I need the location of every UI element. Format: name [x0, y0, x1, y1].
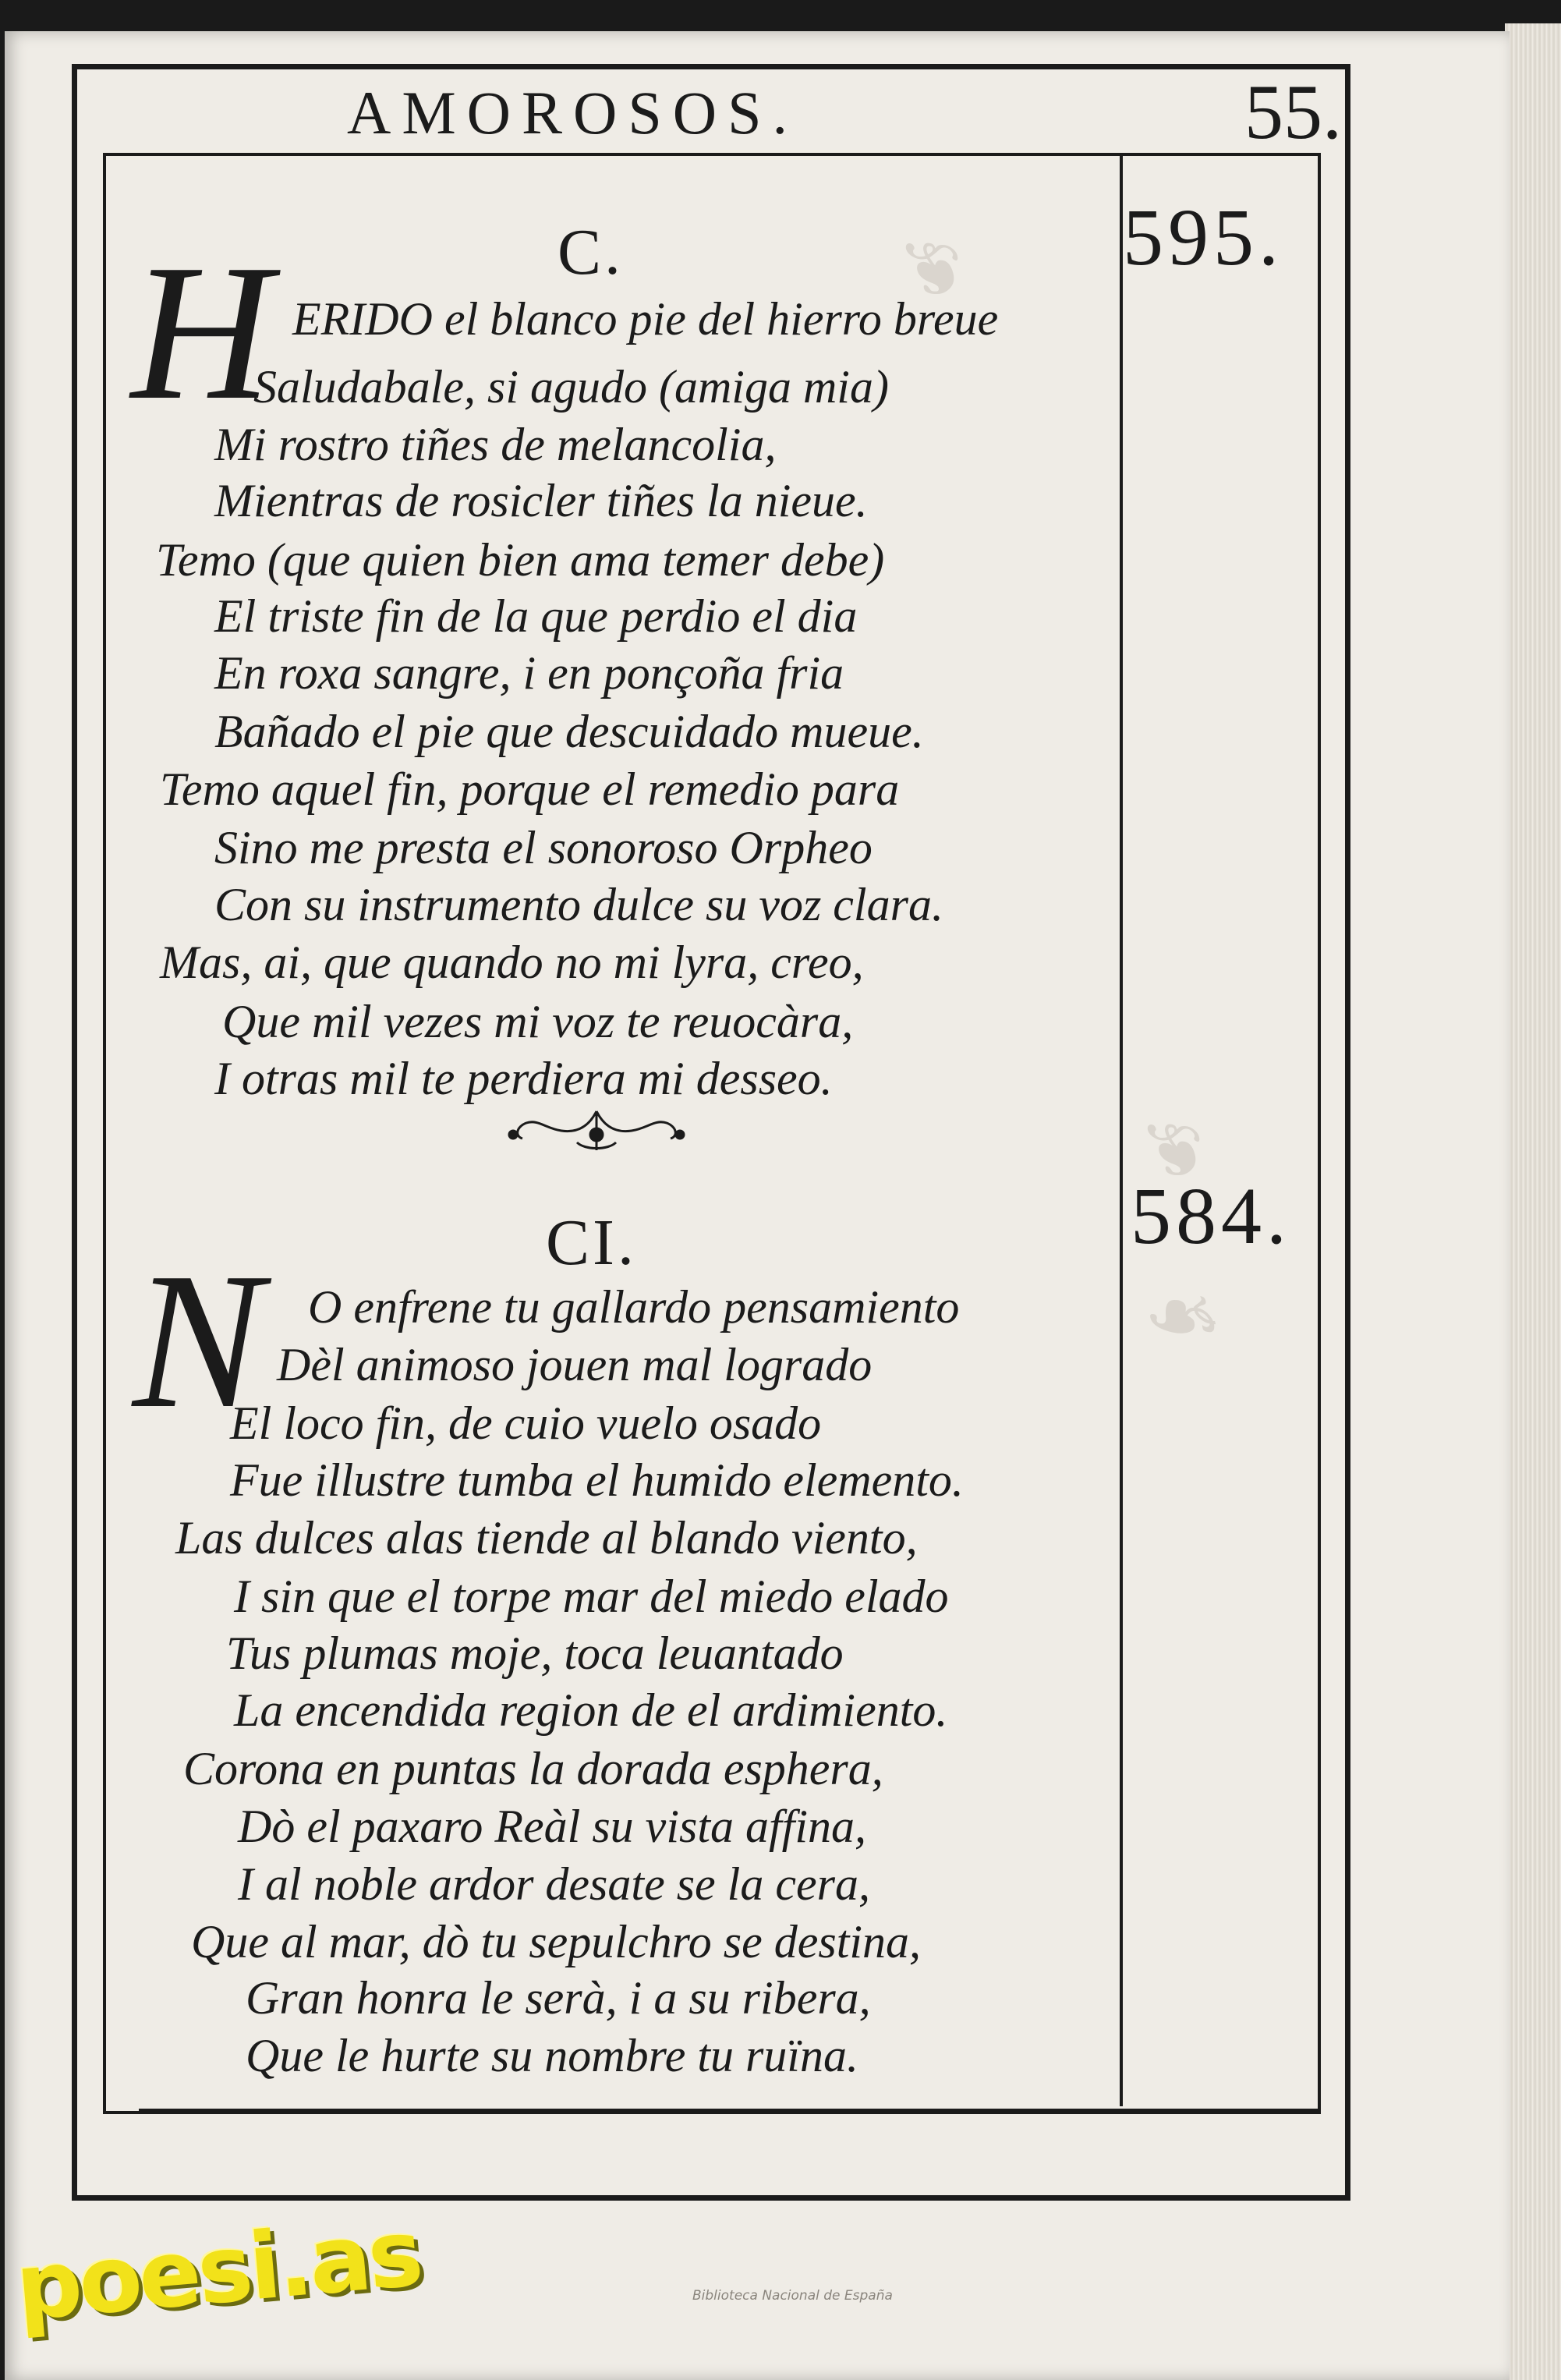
verse-line: Fue illustre tumba el humido elemento. [230, 1454, 964, 1506]
verse-line: O enfrene tu gallardo pensamiento [308, 1281, 960, 1333]
verse-line: En roxa sangre, i en ponçoña fria [214, 647, 844, 699]
verse-line: Las dulces alas tiende al blando viento, [175, 1512, 918, 1564]
running-head: AMOROSOS. [347, 79, 798, 147]
verse-line: Dò el paxaro Reàl su vista affina, [238, 1801, 867, 1852]
sonnet-numeral: C. [558, 216, 625, 289]
verse-line: Saludabale, si agudo (amiga mia) [253, 361, 889, 413]
page-number: 55. [1244, 69, 1342, 155]
library-credit: Biblioteca Nacional de España [692, 2288, 893, 2304]
bottom-rule [139, 2109, 1321, 2112]
verse-line: I al noble ardor desate se la cera, [238, 1858, 870, 1910]
verse-line: Que mil vezes mi voz te reuocàra, [222, 996, 854, 1047]
book-page-edges [1505, 23, 1561, 2380]
margin-column-rule [1120, 153, 1123, 2106]
margin-reference-number: 595. [1123, 193, 1283, 282]
verse-line: Gran honra le serà, i a su ribera, [246, 1972, 871, 2024]
verse-line: Tus plumas moje, toca leuantado [226, 1627, 844, 1679]
verse-line: I sin que el torpe mar del miedo elado [234, 1571, 949, 1622]
margin-reference-number: 584. [1131, 1171, 1291, 1261]
verse-line: La encendida region de el ardimiento. [234, 1684, 948, 1736]
verse-line: El loco fin, de cuio vuelo osado [230, 1397, 822, 1449]
bleed-through-ornament: ❦ [909, 228, 972, 312]
verse-line: Que al mar, dò tu sepulchro se destina, [191, 1916, 922, 1967]
verse-line: Mientras de rosicler tiñes la nieue. [214, 475, 868, 526]
verse-line: Mi rostro tiñes de melancolia, [214, 419, 777, 470]
verse-line: Con su instrumento dulce su voz clara. [214, 879, 943, 930]
verse-line: Bañado el pie que descuidado mueue. [214, 706, 924, 757]
verse-line: Temo (que quien bien ama temer debe) [156, 534, 885, 586]
bleed-through-ornament: ❦ [1151, 1110, 1214, 1193]
poesias-watermark-logo: poesi.as [11, 2198, 424, 2342]
drop-capital: N [133, 1233, 263, 1449]
fleuron-ornament [499, 1103, 694, 1158]
verse-line: Corona en puntas la dorada esphera, [183, 1743, 883, 1794]
verse-line: El triste fin de la que perdio el dia [214, 590, 858, 642]
verse-line: Que le hurte su nombre tu ruïna. [246, 2030, 859, 2081]
verse-line: Mas, ai, que quando no mi lyra, creo, [160, 937, 864, 988]
sonnet-numeral: CI. [546, 1206, 637, 1279]
verse-line: ERIDO el blanco pie del hierro breue [292, 293, 999, 345]
verse-line: Dèl animoso jouen mal logrado [277, 1339, 873, 1390]
verse-line: I otras mil te perdiera mi desseo. [214, 1053, 833, 1104]
bleed-through-ornament: ❧ [1151, 1266, 1230, 1369]
drop-capital: H [131, 225, 272, 441]
verse-line: Temo aquel fin, porque el remedio para [160, 763, 900, 815]
verse-line: Sino me presta el sonoroso Orpheo [214, 822, 873, 873]
